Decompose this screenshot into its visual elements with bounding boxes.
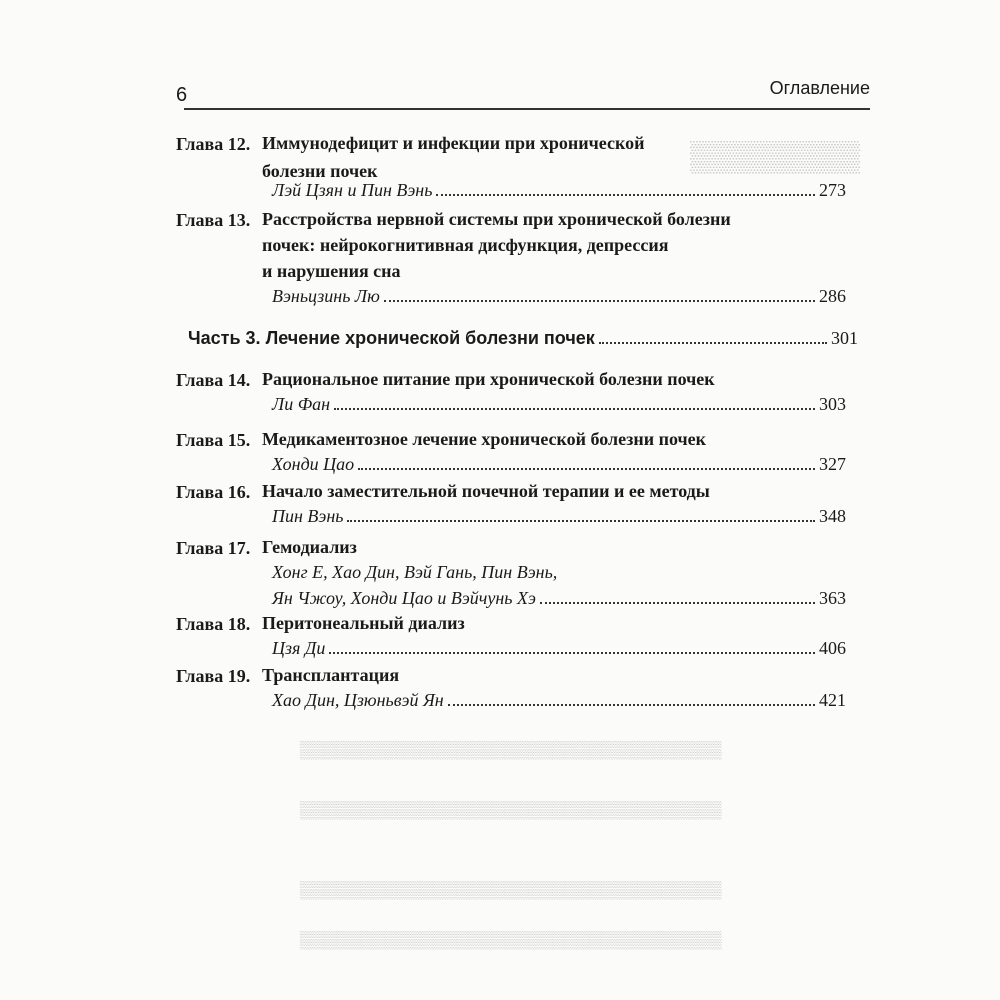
dot-leader	[384, 299, 815, 302]
author-row	[272, 588, 846, 609]
chapter-title-line: Гемодиализ	[262, 537, 357, 557]
bleed-through-decoration: ▒▒▒▒▒▒▒▒▒▒▒▒▒▒▒▒▒▒▒▒▒▒▒▒▒▒▒▒▒▒▒▒▒▒▒	[300, 880, 722, 899]
chapter-label: Глава 18.	[176, 614, 251, 634]
chapter-authors: Хонг Е, Хао Дин, Вэй Гань, Пин Вэнь,	[272, 562, 558, 582]
chapter-authors: Пин Вэнь	[272, 506, 344, 526]
chapter-label: Глава 13.	[176, 210, 251, 230]
dot-leader	[448, 703, 815, 706]
chapter-authors: Вэньцзинь Лю	[272, 286, 380, 306]
toc-entry-chapter-17[interactable]	[176, 538, 846, 614]
running-title: Оглавление	[769, 78, 870, 98]
bleed-through-decoration: ▒▒▒▒▒▒▒▒▒▒▒▒▒▒▒▒▒▒▒▒▒▒▒▒▒▒▒▒▒▒▒▒▒▒▒	[300, 800, 722, 819]
author-row	[272, 638, 846, 659]
dot-leader	[329, 651, 815, 654]
part-title: Часть 3. Лечение хронической болезни почек	[188, 328, 595, 348]
page-ref: 286	[819, 286, 846, 306]
chapter-label: Глава 14.	[176, 370, 251, 390]
chapter-authors: Хао Дин, Цзюньвэй Ян	[272, 690, 444, 710]
chapter-title-line: Начало заместительной почечной терапии и ее методы	[262, 481, 710, 501]
bleed-through-decoration: ▒▒▒▒▒▒▒▒▒▒▒▒▒▒▒▒▒▒▒▒▒▒▒▒▒▒▒▒▒▒▒▒▒▒▒	[300, 930, 722, 949]
chapter-authors: Лэй Цзян и Пин Вэнь	[272, 180, 433, 200]
chapter-title-line: почек: нейрокогнитивная дисфункция, депрессия	[262, 235, 669, 255]
page-ref: 327	[819, 454, 846, 474]
chapter-title-line: Перитонеальный диализ	[262, 613, 465, 633]
page-header	[170, 72, 870, 112]
chapter-title-line: и нарушения сна	[262, 261, 401, 281]
dot-leader	[334, 407, 815, 410]
toc-entry-chapter-13[interactable]	[176, 210, 846, 310]
toc-entry-chapter-14[interactable]	[176, 370, 846, 416]
author-row	[272, 286, 846, 307]
toc-entry-part-3[interactable]	[188, 328, 858, 349]
dot-leader	[436, 193, 815, 196]
page-ref: 421	[819, 690, 846, 710]
toc-entry-chapter-19[interactable]	[176, 666, 846, 712]
page-ref: 301	[831, 328, 858, 348]
author-row	[272, 562, 846, 583]
page-ref: 303	[819, 394, 846, 414]
bleed-through-decoration: ▒▒▒▒▒▒▒▒▒▒▒▒▒▒▒▒▒▒▒▒▒▒▒▒▒▒▒▒▒▒▒▒▒▒▒	[300, 740, 722, 759]
chapter-title-line: болезни почек	[262, 161, 378, 181]
toc-entry-chapter-12[interactable]	[176, 134, 846, 206]
chapter-title-line: Иммунодефицит и инфекции при хронической	[262, 133, 645, 153]
chapter-label: Глава 12.	[176, 134, 251, 154]
page-number: 6	[176, 84, 188, 106]
toc-entry-chapter-15[interactable]	[176, 430, 846, 476]
chapter-authors: Ян Чжоу, Хонди Цао и Вэйчунь Хэ	[272, 588, 536, 608]
toc-entry-chapter-16[interactable]	[176, 482, 846, 528]
chapter-title-line: Медикаментозное лечение хронической болезни почек	[262, 429, 707, 449]
author-row	[272, 690, 846, 711]
author-row	[272, 394, 846, 415]
chapter-label: Глава 15.	[176, 430, 251, 450]
page-ref: 273	[819, 180, 846, 200]
chapter-title-line: Рациональное питание при хронической болезни почек	[262, 369, 715, 389]
chapter-authors: Ли Фан	[272, 394, 331, 414]
author-row	[272, 454, 846, 475]
chapter-label: Глава 19.	[176, 666, 251, 686]
header-rule	[184, 108, 870, 110]
page-ref: 363	[819, 588, 846, 608]
chapter-label: Глава 16.	[176, 482, 251, 502]
chapter-authors: Цзя Ди	[272, 638, 326, 658]
page-ref: 406	[819, 638, 846, 658]
page-ref: 348	[819, 506, 846, 526]
chapter-authors: Хонди Цао	[272, 454, 355, 474]
dot-leader	[347, 519, 815, 522]
author-row	[272, 180, 846, 201]
toc-entry-chapter-18[interactable]	[176, 614, 846, 660]
bleed-through-decoration: ▒▒▒▒▒▒▒▒	[690, 140, 861, 173]
dot-leader	[358, 467, 815, 470]
author-row	[272, 506, 846, 527]
chapter-title-line: Трансплантация	[262, 665, 400, 685]
chapter-label: Глава 17.	[176, 538, 251, 558]
dot-leader	[540, 601, 815, 604]
dot-leader	[599, 341, 827, 344]
chapter-title-line: Расстройства нервной системы при хронической болезни	[262, 209, 731, 229]
